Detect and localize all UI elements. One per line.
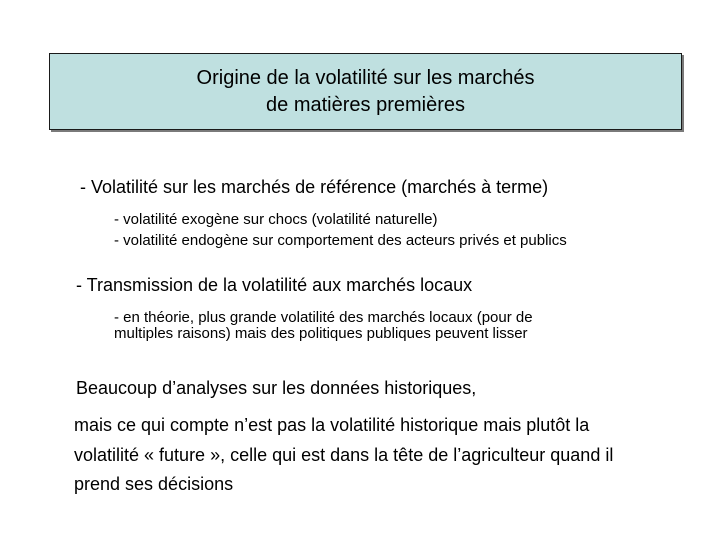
section2-heading: - Transmission de la volatilité aux marchés locaux — [76, 275, 473, 295]
conclusion-line-3: prend ses décisions — [74, 474, 234, 494]
conclusion-line-2: volatilité « future », celle qui est dans la tête de l’agriculteur quand il — [74, 445, 614, 465]
section1-item-2: - volatilité endogène sur comportement des acteurs privés et publics — [114, 232, 567, 249]
conclusion-lead: Beaucoup d’analyses sur les données historiques, — [76, 378, 477, 398]
slide-title-line-2: de matières premières — [266, 93, 465, 116]
section1-heading: - Volatilité sur les marchés de référence (marchés à terme) — [80, 177, 549, 197]
section2-item-2: multiples raisons) mais des politiques publiques peuvent lisser — [114, 325, 528, 342]
title-box — [49, 53, 682, 130]
section1-item-1: - volatilité exogène sur chocs (volatilité naturelle) — [114, 211, 438, 228]
conclusion-line-1: mais ce qui compte n’est pas la volatilité historique mais plutôt la — [74, 415, 590, 435]
section2-item-1: - en théorie, plus grande volatilité des marchés locaux (pour de — [114, 309, 533, 326]
slide-title-line-1: Origine de la volatilité sur les marchés — [196, 66, 535, 89]
